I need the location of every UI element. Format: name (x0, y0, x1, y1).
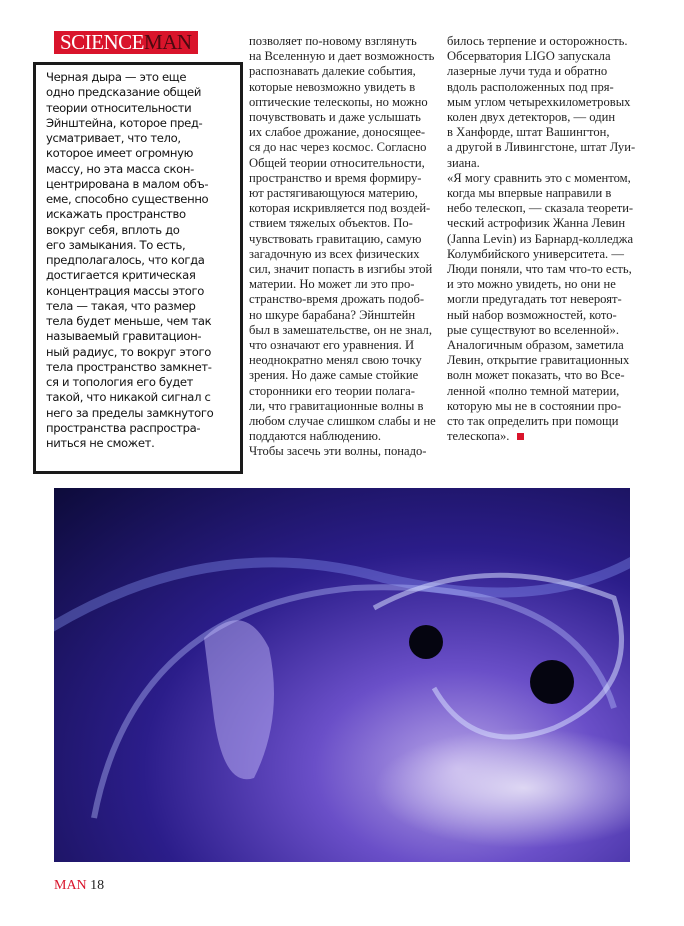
page-footer: MAN 18 (54, 878, 105, 893)
text-line: зрения. Но даже самые стойкие (249, 368, 419, 383)
text-line: (Janna Levin) из Барнард-колледжа (447, 231, 634, 246)
article-column-3 (447, 34, 635, 444)
text-line: сторонники его теории полага- (249, 383, 415, 398)
text-line: могли предугадать тот невероят- (447, 292, 622, 307)
text-line: их слабое дрожание, доносящее- (249, 125, 426, 140)
text-line: искажать пространство (46, 207, 186, 222)
black-hole-illustration (54, 488, 630, 862)
text-line: Черная дыра — это еще (46, 70, 187, 84)
text-line: билось терпение и осторожность. (447, 34, 628, 48)
text-line: которые невозможно увидеть в (249, 79, 416, 94)
text-line: ниться не сможет. (46, 436, 155, 450)
text-line: достигается критическая (46, 268, 196, 283)
text-line: Люди поняли, что там что-то есть, (447, 262, 632, 277)
text-line: рые существуют во вселенной». (447, 322, 619, 337)
text-line: волн может показать, что во Все- (447, 368, 625, 383)
text-line: ный набор возможностей, кото- (447, 307, 617, 322)
text-line: ствием тяжелых объектов. По- (249, 216, 413, 231)
end-of-article-mark (517, 433, 524, 440)
text-line: вдоль расположенных под пря- (447, 79, 614, 94)
text-line: которое имеет огромную (46, 146, 194, 161)
text-line: Обсерватория LIGO запускала (447, 49, 611, 64)
text-line: телескопа». (447, 429, 510, 444)
text-line: позволяет по-новому взглянуть (249, 34, 417, 48)
text-line: пространство и время формиру- (249, 170, 422, 185)
text-line: оптические телескопы, но можно (249, 94, 428, 109)
text-line: на Вселенную и дает возможность (249, 49, 435, 64)
text-line: тела будет меньше, чем так (46, 314, 212, 328)
text-line: Общей теории относительности, (249, 155, 425, 170)
text-line: ли, что гравитационные волны в (249, 398, 424, 413)
text-line: «Я могу сравнить это с моментом, (447, 170, 631, 185)
text-line: которую мы не в состоянии про- (447, 398, 622, 413)
text-line: такой, что никакой сигнал с (46, 390, 211, 405)
magazine-logo: SCIENCEMAN (54, 31, 198, 54)
text-line: был в замешательстве, он не знал, (249, 322, 432, 337)
text-line: Чтобы засечь эти волны, понадо- (249, 444, 427, 459)
text-line: а другой в Ливингстоне, штат Луи- (447, 140, 636, 155)
text-line: чувствовать гравитацию, самую (249, 231, 422, 246)
text-line: материи. Но может ли это про- (249, 277, 415, 292)
text-line: сил, значит попасть в изгибы этой (249, 262, 433, 277)
text-line: Колумбийского университета. — (447, 246, 624, 261)
text-line: загадочную из всех физических (249, 246, 420, 261)
text-line: что означают его уравнения. И (249, 338, 415, 353)
text-line: зиана. (447, 155, 480, 170)
text-line: поддаются наблюдению. (249, 429, 382, 444)
text-line: вокруг себя, вплоть до (46, 222, 180, 237)
text-line: странство-время дрожать подоб- (249, 292, 425, 307)
text-line: в Ханфорде, штат Вашингтон, (447, 125, 610, 140)
text-line: него за пределы замкнутого (46, 405, 214, 420)
text-line: ный радиус, то вокруг этого (46, 344, 211, 359)
page-number: 18 (90, 878, 105, 893)
text-line: почувствовать и даже услышать (249, 110, 421, 125)
text-line: лазерные лучи туда и обратно (447, 64, 608, 79)
text-line: неоднократно менял свою точку (249, 353, 422, 368)
text-line: которая искривляется под воздей- (249, 201, 431, 216)
text-line: ленной «полно темной материи, (447, 383, 620, 398)
text-line: называемый гравитацион- (46, 329, 202, 344)
text-line: одно предсказание общей (46, 85, 202, 100)
text-line: небо телескоп, — сказала теорети- (447, 201, 634, 216)
text-line: ческий астрофизик Жанна Левин (447, 216, 626, 231)
text-line: сто так определить при помощи (447, 414, 619, 429)
text-line: пространства распростра- (46, 420, 201, 435)
text-line: ся до нас через космос. Согласно (249, 140, 427, 155)
text-line: Аналогичным образом, заметила (447, 338, 624, 353)
text-line: Левин, открытие гравитационных (447, 353, 630, 368)
text-line: тела — такая, что размер (46, 298, 196, 313)
text-line: мым углом четырехкилометровых (447, 94, 631, 109)
text-line: когда мы впервые направили в (447, 186, 612, 201)
text-line: колен двух детекторов, — один (447, 110, 616, 125)
text-line: центрирована в малом объ- (46, 176, 209, 191)
text-line: любом случае слишком слабы и не (249, 414, 436, 429)
text-line: Эйнштейна, которое пред- (46, 115, 203, 130)
text-line: еме, способно существенно (46, 192, 209, 206)
text-line: но шкуре барабана? Эйнштейн (249, 307, 416, 322)
text-line: предполагалось, что когда (46, 253, 205, 267)
text-line: и это можно увидеть, но они не (447, 277, 616, 292)
text-line: его замыкания. То есть, (46, 237, 186, 252)
text-line: усматривает, что тело, (46, 131, 181, 145)
article-column-2 (249, 34, 436, 460)
text-line: ют растягивающуюся материю, (249, 186, 418, 201)
text-line: теории относительности (46, 100, 192, 115)
text-line: массу, но эта масса скон- (46, 161, 194, 176)
text-line: концентрация массы этого (46, 283, 205, 298)
text-line: ся и топология его будет (46, 375, 194, 389)
text-line: тела пространство замкнет- (46, 359, 212, 374)
sidebar-box (33, 62, 243, 474)
text-line: распознавать далекие события, (249, 64, 416, 79)
